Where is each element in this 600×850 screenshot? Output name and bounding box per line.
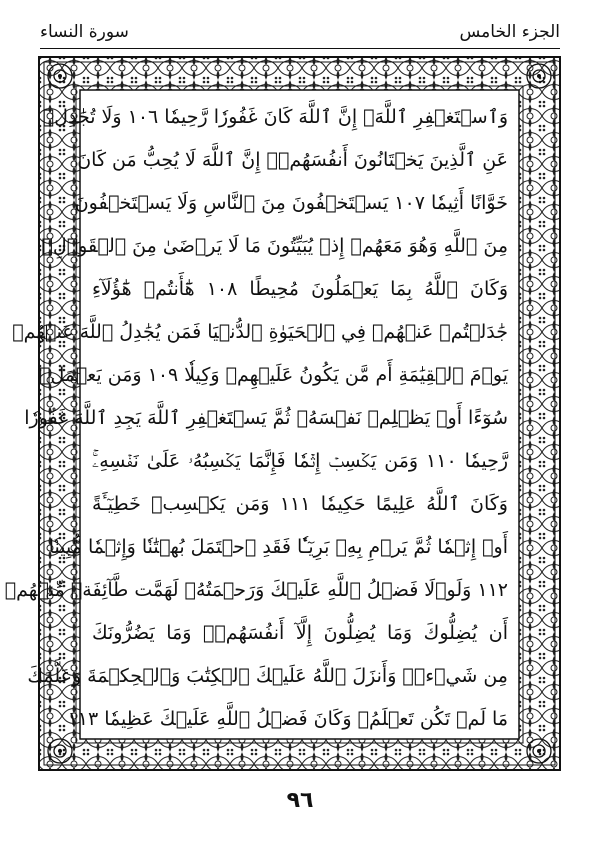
header-rule bbox=[40, 48, 560, 49]
text-line: مَا لَمۡ تَكُن تَعۡلَمُۚ وَكَانَ فَضۡلُ ٱللَّهِ عَلَيۡكَ عَظِيمٗا ١١٣ bbox=[67, 708, 508, 730]
text-line: أَوۡ إِثۡمٗا ثُمَّ يَرۡمِ بِهِۦ بَرِيٓـٔٗا فَقَدِ ٱحۡتَمَلَ بُهۡتَٰنٗا وَإِثۡمٗا مُّبِينٗا bbox=[48, 536, 508, 558]
text-line: وَٱسۡتَغۡفِرِ ٱللَّهَۖ إِنَّ ٱللَّهَ كَانَ غَفُورٗا رَّحِيمٗا ١٠٦ وَلَا تُجَٰدِلۡ bbox=[42, 106, 508, 128]
text-line: رَّحِيمٗا ١١٠ وَمَن يَكۡسِبۡ إِثۡمٗا فَإِنَّمَا يَكۡسِبُهُۥ عَلَىٰ نَفۡسِهِۦۚ bbox=[92, 450, 508, 472]
text-line: سُوٓءًا أَوۡ يَظۡلِمۡ نَفۡسَهُۥ ثُمَّ يَسۡتَغۡفِرِ ٱللَّهَ يَجِدِ ٱللَّهَ غَفُورٗا bbox=[24, 407, 508, 429]
text-line: عَنِ ٱلَّذِينَ يَخۡتَانُونَ أَنفُسَهُمۡۚ إِنَّ ٱللَّهَ لَا يُحِبُّ مَن كَانَ bbox=[77, 149, 508, 171]
text-line: خَوَّانًا أَثِيمٗا ١٠٧ يَسۡتَخۡفُونَ مِنَ ٱلنَّاسِ وَلَا يَسۡتَخۡفُونَ bbox=[74, 192, 508, 214]
text-line: مِنَ ٱللَّهِ وَهُوَ مَعَهُمۡ إِذۡ يُبَيِّتُونَ مَا لَا يَرۡضَىٰ مِنَ ٱلۡقَوۡلِۚ bbox=[41, 235, 508, 257]
text-line: وَكَانَ ٱللَّهُ عَلِيمًا حَكِيمٗا ١١١ وَمَن يَكۡسِبۡ خَطِيٓـَٔةً bbox=[92, 493, 508, 515]
text-line: جَٰدَلۡتُمۡ عَنۡهُمۡ فِي ٱلۡحَيَوٰةِ ٱلدُّنۡيَا فَمَن يُجَٰدِلُ ٱللَّهَ عَنۡهُمۡ bbox=[12, 321, 508, 343]
text-line: يَوۡمَ ٱلۡقِيَٰمَةِ أَم مَّن يَكُونُ عَلَيۡهِمۡ وَكِيلٗا ١٠٩ وَمَن يَعۡمَلۡ bbox=[39, 364, 508, 386]
quran-text bbox=[4, 96, 509, 742]
text-line: أَن يُضِلُّوكَ وَمَا يُضِلُّونَ إِلَّآ أَنفُسَهُمۡۖ وَمَا يَضُرُّونَكَ bbox=[92, 622, 508, 644]
page-number: ٩٦ bbox=[286, 788, 314, 813]
juz-label: الجزء الخامس bbox=[459, 22, 560, 42]
text-line: وَكَانَ ٱللَّهُ بِمَا يَعۡمَلُونَ مُحِيطًا ١٠٨ هَٰٓأَنتُمۡ هَٰٓؤُلَآءِ bbox=[92, 278, 509, 300]
page-header bbox=[0, 0, 600, 52]
surah-label: سورة النساء bbox=[40, 22, 129, 42]
text-line: ١١٢ وَلَوۡلَا فَضۡلُ ٱللَّهِ عَلَيۡكَ وَرَحۡمَتُهُۥ لَهَمَّت طَّآئِفَةٞ مِّنۡهُمۡ bbox=[4, 579, 508, 601]
text-line: مِن شَيۡءٖۚ وَأَنزَلَ ٱللَّهُ عَلَيۡكَ ٱلۡكِتَٰبَ وَٱلۡحِكۡمَةَ وَعَلَّمَكَ bbox=[27, 665, 508, 687]
